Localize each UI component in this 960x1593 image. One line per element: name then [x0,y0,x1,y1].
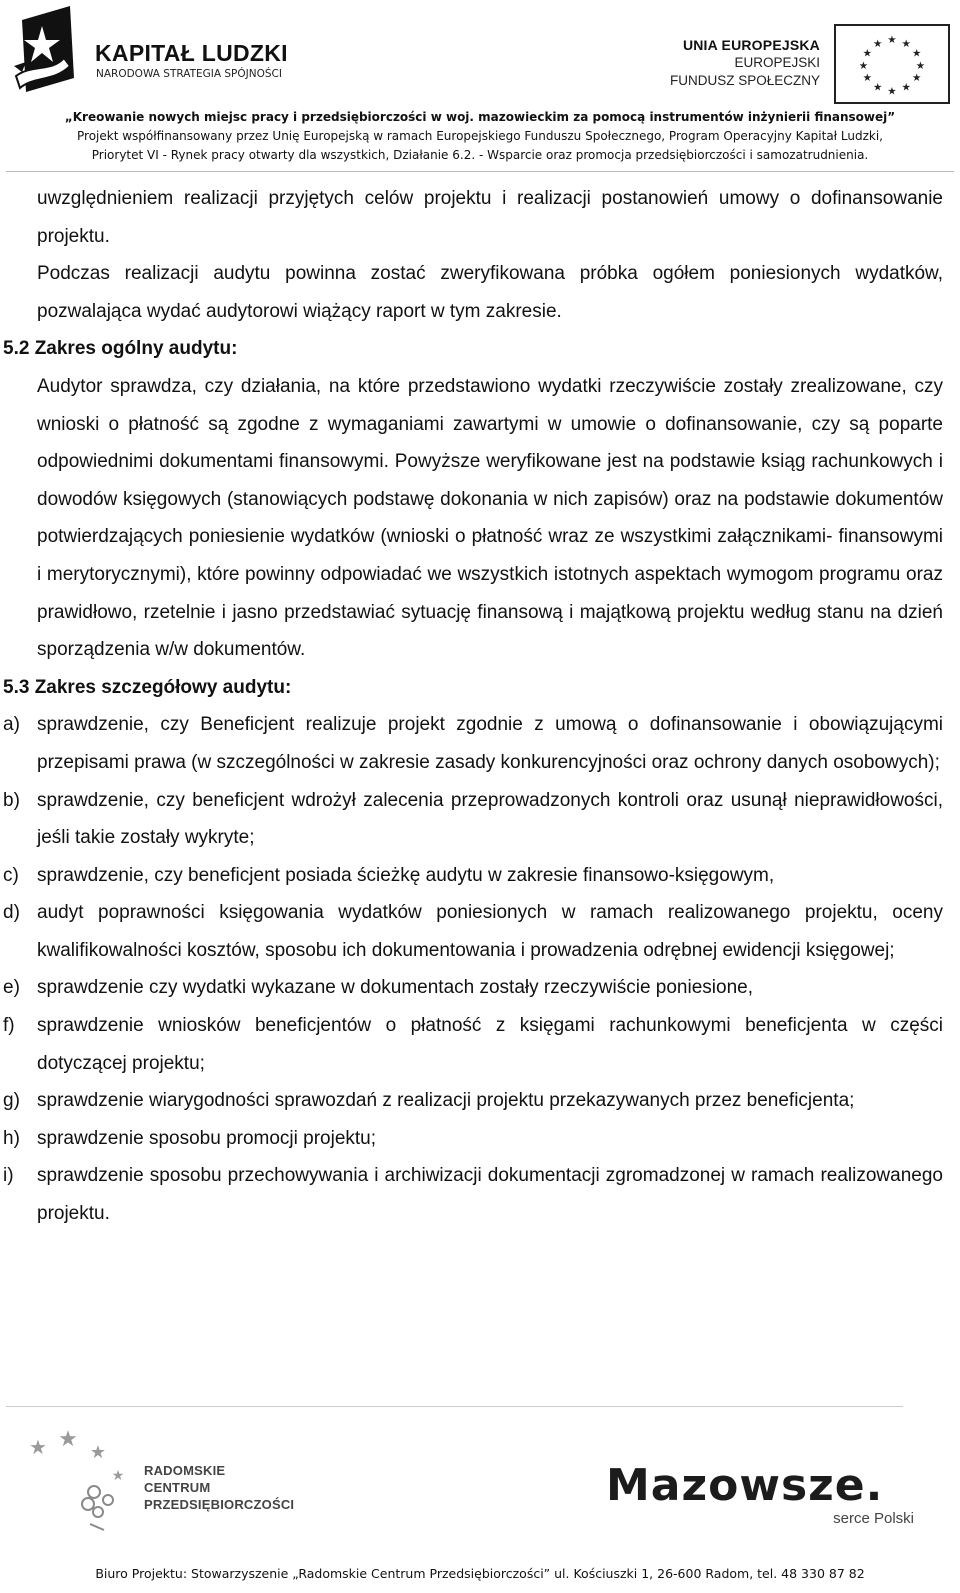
list-item-text: sprawdzenie wiarygodności sprawozdań z realizacji projektu przekazywanych przez beneficjenta; [37,1090,855,1112]
eu-logo-line3: FUNDUSZ SPOŁECZNY [669,73,820,88]
list-item [0,1157,943,1232]
svg-text:★: ★ [912,72,922,85]
list-item-text: sprawdzenie, czy beneficjent wdrożył zalecenia przeprowadzonych kontroli oraz usunął nieprawidłowości, jeśli takie zostały wykryte; [37,789,943,849]
svg-text:★: ★ [887,85,897,98]
rcp-line1: RADOMSKIE [144,1463,226,1478]
footer-divider [6,1406,903,1407]
eu-logo-line1: UNIA EUROPEJSKA [682,37,820,53]
kapital-ludzki-logo [12,6,312,98]
kapital-ludzki-emblem-icon [12,6,88,98]
project-info [0,108,960,165]
list-item [0,1082,943,1120]
list-item [0,1120,943,1158]
eu-logo-line2: EUROPEJSKI [734,55,820,70]
svg-text:★: ★ [901,37,911,50]
list-marker: g) [3,1090,20,1112]
svg-text:★: ★ [858,59,869,72]
project-priority: Priorytet VI - Rynek pracy otwarty dla wszystkich, Działanie 6.2. - Wsparcie oraz promocja przedsiębiorczości i samozatrudnienia. [91,148,869,162]
svg-text:★: ★ [29,1435,47,1459]
mazowsze-wordmark: Mazowsze. [606,1460,884,1511]
list-item-text: sprawdzenie, czy beneficjent posiada ścieżkę audytu w zakresie finansowo-księgowym, [37,864,775,886]
list-item [0,969,943,1007]
eu-logo-text [670,36,820,90]
list-item [0,894,943,969]
list-marker: i) [3,1165,14,1187]
rcp-line3: PRZEDSIĘBIORCZOŚCI [144,1497,295,1512]
paragraph: uwzględnieniem realizacji przyjętych celów projektu i realizacji postanowień umowy o dofinansowanie projektu. [37,188,943,247]
list-item [0,1007,943,1082]
eu-logo [668,24,950,104]
kapital-ludzki-subtitle: NARODOWA STRATEGIA SPÓJNOŚCI [96,68,282,80]
list-marker: h) [3,1127,20,1149]
list-item-text: sprawdzenie sposobu promocji projektu; [37,1127,377,1149]
project-cofinancing: Projekt współfinansowany przez Unię Europejską w ramach Europejskiego Funduszu Społecznego, Program Operacyjny Kapitał Ludzki, [77,129,883,143]
svg-text:★: ★ [862,47,872,60]
svg-text:★: ★ [111,1468,125,1484]
svg-text:★: ★ [887,34,897,47]
list-item [0,706,943,781]
list-marker: d) [3,902,20,924]
paragraph: Audytor sprawdza, czy działania, na które przedstawiono wydatki rzeczywiście zostały zrealizowane, czy wnioski o płatność są zgodne z wymaganiami zawartymi w umowie o dofinansowanie, czy są poparte odpowiednimi dokumentami finansowymi. Powyższe weryfikowane jest na podstawie ksiąg rachunkowych i dowodów księgowych (stanowiących podstawę dokonania w nich zapisów) oraz na podstawie dokumentów potwierdzających poniesienie wydatków (wnioski o płatność wraz ze wszystkimi załącznikami- finansowymi i merytorycznymi), które powinny odpowiadać we wszystkich istotnych aspektach wymogom programu oraz prawidłowo, rzetelnie i jasno przedstawiać sytuację finansową i majątkową projektu według stanu na dzień sporządzenia w/w dokumentów. [37,375,943,661]
list-item-text: sprawdzenie sposobu przechowywania i archiwizacji dokumentacji zgromadzonej w ramach realizowanego projektu. [37,1165,943,1225]
list-item-text: sprawdzenie, czy Beneficjent realizuje projekt zgodnie z umową o dofinansowanie i obowiązującymi przepisami prawa (w szczególności w zakresie zasady konkurencyjności oraz ochrony danych osobowych); [37,714,943,773]
eu-flag-icon [834,24,950,104]
section-heading-5-3: 5.3 Zakres szczegółowy audytu: [3,676,292,698]
kapital-ludzki-title: KAPITAŁ LUDZKI [95,40,288,66]
list-item [0,782,943,857]
rcp-line2: CENTRUM [144,1480,211,1495]
list-marker: c) [3,864,19,886]
project-title: „Kreowanie nowych miejsc pracy i przedsiębiorczości w woj. mazowieckim za pomocą instrumentów inżynierii finansowej” [64,110,896,124]
header-divider [6,171,954,172]
document-body [0,180,960,1233]
page-header [0,0,960,175]
svg-text:★: ★ [873,37,883,50]
rcp-stars-icon [24,1426,134,1536]
svg-text:★: ★ [912,47,922,60]
svg-text:★: ★ [89,1442,107,1463]
footer-address: Biuro Projektu: Stowarzyszenie „Radomskie Centrum Przedsiębiorczości” ul. Kościuszki 1, 26-600 Radom, tel. 48 330 87 82 [95,1566,865,1581]
svg-text:★: ★ [862,72,872,85]
svg-text:★: ★ [873,81,883,94]
list-item-text: audyt poprawności księgowania wydatków poniesionych w ramach realizowanego projektu, oceny kwalifikowalności kosztów, sposobu ich dokumentowania i prowadzenia odrębnej ewidencji księgowej; [37,902,943,961]
svg-text:★: ★ [901,81,911,94]
svg-text:★: ★ [915,59,926,72]
list-marker: a) [3,714,20,736]
list-marker: e) [3,977,20,999]
list-item-text: sprawdzenie czy wydatki wykazane w dokumentach zostały rzeczywiście poniesione, [37,977,753,999]
list-item [0,857,943,895]
paragraph: Podczas realizacji audytu powinna zostać zweryfikowana próbka ogółem poniesionych wydatków, pozwalająca wydać audytorowi wiążący raport w tym zakresie. [37,263,943,322]
list-marker: b) [3,789,20,811]
list-marker: f) [3,1015,15,1037]
section-heading-5-2: 5.2 Zakres ogólny audytu: [3,338,238,360]
mazowsze-logo [606,1460,922,1530]
list-item-text: sprawdzenie wniosków beneficjentów o płatność z księgami rachunkowymi beneficjenta w części dotyczącej projektu; [37,1015,943,1074]
rcp-logo-text [144,1462,294,1513]
radomskie-centrum-logo [24,1426,324,1536]
svg-text:★: ★ [58,1427,78,1452]
mazowsze-tagline: serce Polski [833,1510,914,1527]
